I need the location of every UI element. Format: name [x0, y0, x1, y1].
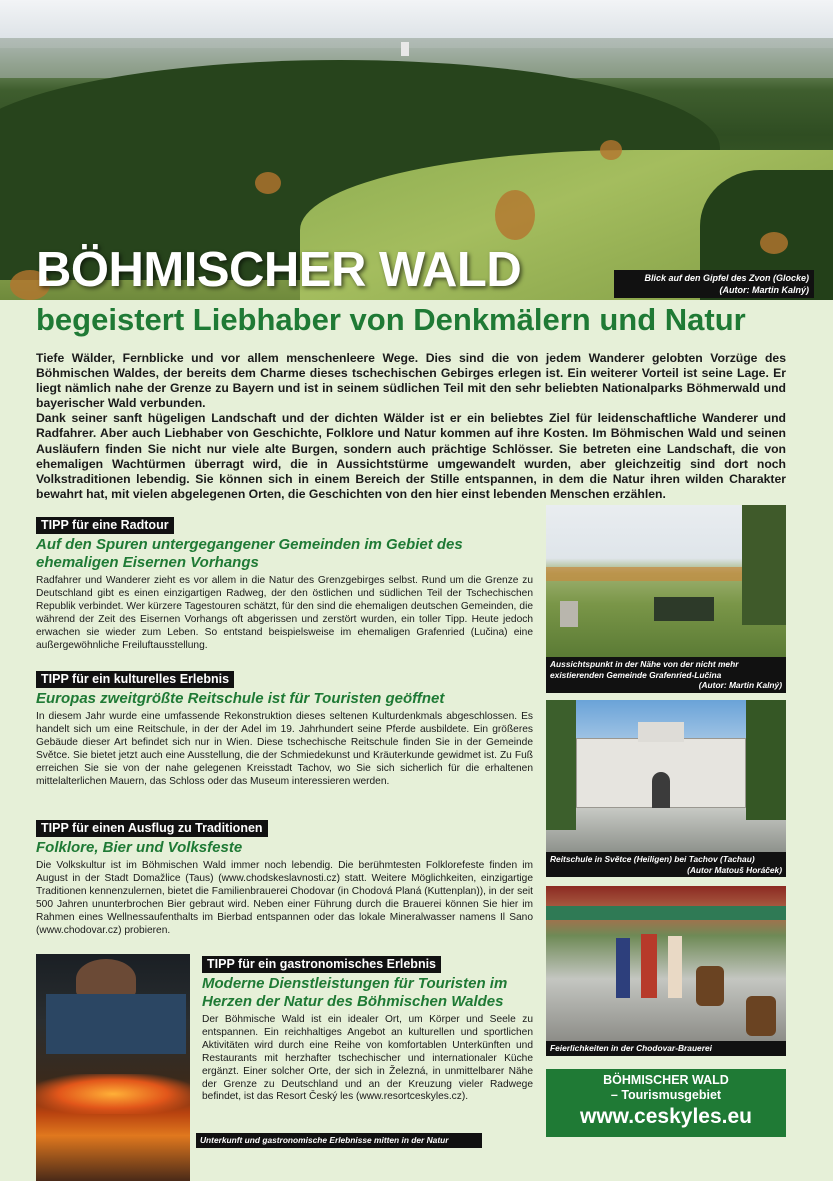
tip-body: Der Böhmische Wald ist ein idealer Ort, um Körper und Seele zu entspannen. Ein reichhaltiges Angebot an kulturellen und sportlichen Aktivitäten wird durch eine Reihe von komfortablen Unterkünften und Restaurants mit herzhafter tschechischer und internationaler Küche ergänzt. Einer solcher Orte, der sich in Železná, in unmittelbarer Nähe der Grenze zu Deutschland und an der Kreuzung vieler Radwege befindet, ist das Resort Český les (www.resortceskyles.cz).: [202, 1014, 533, 1103]
tip-label: TIPP für eine Radtour: [36, 517, 174, 534]
tip-body: In diesem Jahr wurde eine umfassende Rekonstruktion dieses seltenen Kulturdenkmals abgeschlossen. Es handelt sich um eine Reitschule, in der der Adel im 19. Jahrhundert seine Pferde ausbildete. Ein größeres Gebäude dieser Art befindet sich nur in Wien. Diese tschechische Reitschule finden Sie in der Gemeinde Světce. Sie bietet jetzt auch eine Ausstellung, die der Schmiedekunst und Kräuterkunde gewidmet ist. Zu Fuß erreichen Sie sie von der nahe gelegenen Kreisstadt Tachov, wo Sie sich sicherlich für die erhaltenen mittelalterlichen Mauern, das Schloss oder das Museum interessieren werden.: [36, 711, 533, 787]
viewpoint-photo: [546, 505, 786, 657]
tip-label: TIPP für ein kulturelles Erlebnis: [36, 671, 234, 688]
promo-url[interactable]: www.ceskyles.eu: [580, 1105, 752, 1128]
tip-culture: [36, 670, 533, 788]
barrel: [696, 966, 724, 1006]
tip-cycling: [36, 516, 533, 652]
intro-paragraph: Dank seiner sanft hügeligen Landschaft und der dichten Wälder ist er ein beliebtes Ziel für leidenschaftliche Wanderer und Radfahrer. Aber auch Liebhaber von Geschichte, Folklore und Natur kommen auf ihre Kosten. Im Böhmischen Wald und seinen Ausläufern finden Sie nicht nur viele alte Burgen, sondern auch prächtige Schlösser. Sie betreten eine Landschaft, die von ehemaligen Wachtürmen überragt wird, die in Aussichtstürme umgewandelt wurden, aber gleichzeitig sind dort noch Volkstraditionen lebendig. Sie können sich in einem Bereich der Stille entspannen, in dem die Natur ihren wilden Charakter bewahrt hat, mit vielen abgelegenen Orten, die Geschichten von den hier einst lebenden Menschen erzählen.: [36, 411, 786, 501]
riding-school-photo: [546, 700, 786, 852]
page-title: BÖHMISCHER WALD: [36, 243, 522, 297]
promo-box: [546, 1069, 786, 1137]
tip-heading: Europas zweitgrößte Reitschule ist für Touristen geöffnet: [36, 690, 445, 707]
barrel: [746, 996, 776, 1036]
grill-caption: Unterkunft und gastronomische Erlebnisse mitten in der Natur: [196, 1133, 482, 1148]
intro-paragraph: Tiefe Wälder, Fernblicke und vor allem menschenleere Wege. Dies sind die von jedem Wanderer gelobten Vorzüge des Böhmischen Waldes, der bereits dem Charme dieses tschechischen Gebirges erlegen ist. Ein weiterer Vorteil ist seine Lage. Er liegt nämlich nahe der Grenze zu Bayern und ist in seinem südlichen Teil mit den sehr beliebten Nationalparks Böhmerwald und bayerischer Wald verbunden.: [36, 351, 786, 411]
tip-traditions: [36, 819, 533, 937]
riding-school-caption: Reitschule in Světce (Heiligen) bei Tachov (Tachau) (Autor Matouš Horáček): [546, 852, 786, 877]
tip-label: TIPP für einen Ausflug zu Traditionen: [36, 820, 268, 837]
promo-title: BÖHMISCHER WALD: [603, 1073, 729, 1087]
viewpoint-caption: Aussichtspunkt in der Nähe von der nicht mehr existierenden Gemeinde Grafenried-Lučina (Autor: Martin Kalný): [546, 657, 786, 693]
tip-heading: Moderne Dienstleistungen für Touristen im Herzen der Natur des Böhmischen Waldes: [202, 975, 508, 1010]
tip-heading: Auf den Spuren untergegangener Gemeinden im Gebiet des ehemaligen Eisernen Vorhangs: [36, 536, 463, 571]
festival-caption: Feierlichkeiten in der Chodovar-Brauerei: [546, 1041, 786, 1056]
fire: [36, 1074, 190, 1114]
tip-label: TIPP für ein gastronomisches Erlebnis: [202, 956, 441, 973]
promo-subtitle: – Tourismusgebiet: [610, 1088, 722, 1102]
tip-body: Radfahrer und Wanderer zieht es vor allem in die Natur des Grenzgebirges selbst. Rund um die Grenze zu Deutschland gibt es einen einzigartigen Radweg, der den östlichen und südlichen Teil der Tschechischen Republik verbindet. Wer kürzere Tagestouren schätzt, für den sind die ehemaligen deutschen Gemeinden, die während der Zeit des Eisernen Vorhangs oft abgerissen und zerstört wurden, ein toller Tipp. Heute jedoch erwachen sie wieder zum Leben. So entstand beispielsweise im ehemaligen Grafenried (Lučina) eine außergewöhnliche Freiluftausstellung.: [36, 575, 533, 651]
hero-image: [0, 0, 833, 300]
grill-photo: [36, 954, 190, 1181]
lookout-tower: [401, 42, 409, 56]
intro-text: [36, 351, 786, 502]
tip-body: Die Volkskultur ist im Böhmischen Wald immer noch lebendig. Die berühmtesten Folklorefeste finden im August in der Stadt Domažlice (Taus) (www.chodskeslavnosti.cz) statt. Weitere Möglichkeiten, einzigartige Traditionen kennenzulernen, bietet die Familienbrauerei Chodovar (in Chodová Planá (Kuttenplan)), in der seit 500 Jahren ununterbrochen Bier gebraut wird. Neben einer Führung durch die Brauerei können Sie hier im Rahmen eines Wellnessaufenthalts im Bierbad entspannen oder das lokale Mineralwasser namens Il Sano (www.chodovar.cz) probieren.: [36, 860, 533, 936]
hero-caption: Blick auf den Gipfel des Zvon (Glocke) (Autor: Martin Kalný): [614, 270, 814, 298]
subtitle: begeistert Liebhaber von Denkmälern und Natur: [36, 302, 746, 337]
tip-gastronomy: [202, 955, 533, 1104]
festival-photo: [546, 886, 786, 1041]
bench: [654, 597, 714, 621]
tip-heading: Folklore, Bier und Volksfeste: [36, 839, 243, 856]
